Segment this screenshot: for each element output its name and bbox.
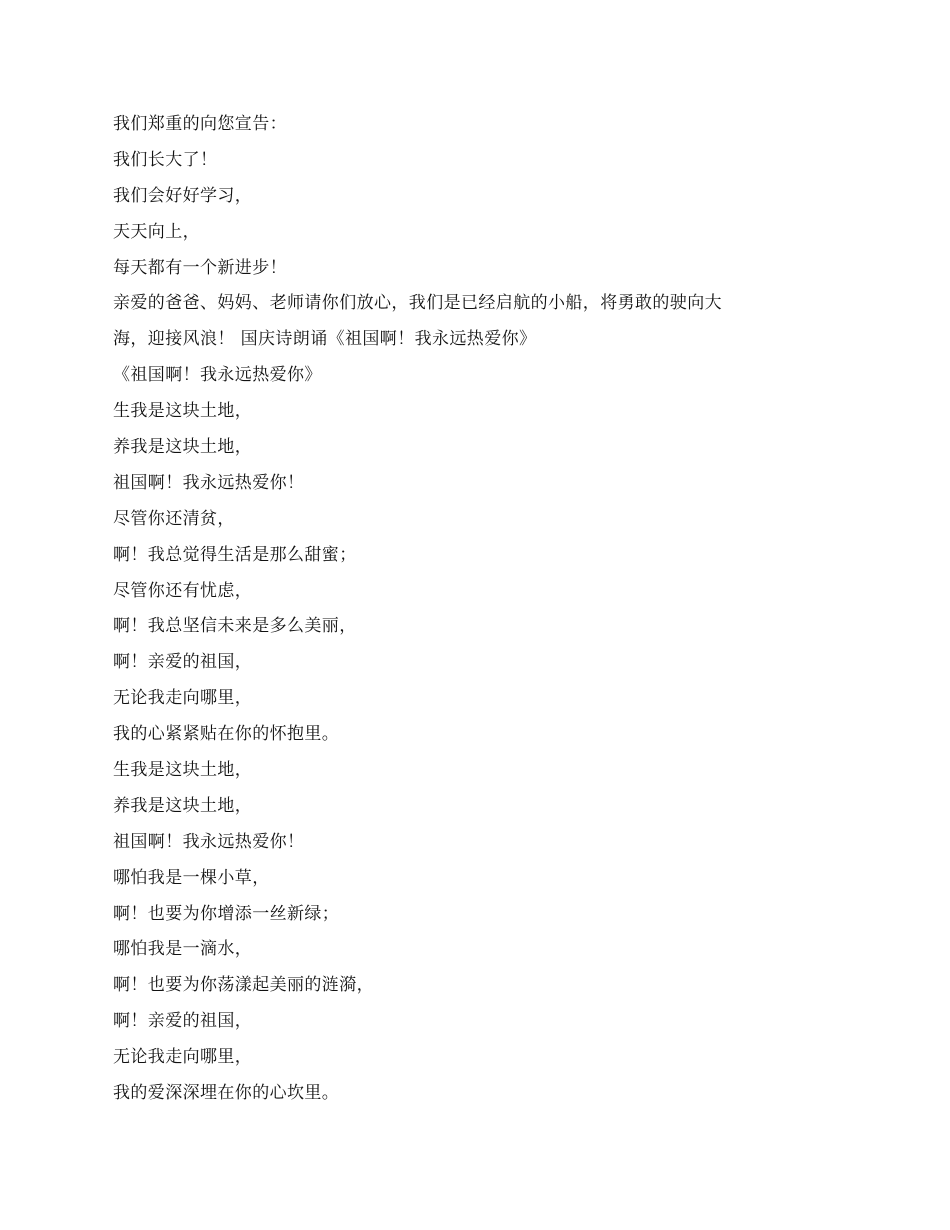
text-line: 无论我走向哪里， <box>113 1047 253 1068</box>
text-line: 我的心紧紧贴在你的怀抱里。 <box>113 724 340 745</box>
poem-text-block <box>113 107 813 1112</box>
text-line: 养我是这块土地， <box>113 795 253 816</box>
text-line: 哪怕我是一滴水， <box>113 939 253 960</box>
text-line: 尽管你还清贫， <box>113 508 235 529</box>
text-line: 我们长大了！ <box>113 149 218 170</box>
text-line: 啊！我总坚信未来是多么美丽， <box>113 616 357 637</box>
text-line: 我们郑重的向您宣告： <box>113 114 287 134</box>
text-line: 养我是这块土地， <box>113 437 253 458</box>
text-line: 我的爱深深埋在你的心坎里。 <box>113 1083 340 1104</box>
text-line: 生我是这块土地， <box>113 401 253 422</box>
poem-title: 《祖国啊！我永远热爱你》 <box>113 365 322 386</box>
text-line: 无论我走向哪里， <box>113 688 253 709</box>
text-line: 啊！也要为你荡漾起美丽的涟漪， <box>113 975 374 996</box>
text-line: 天天向上， <box>113 221 200 242</box>
text-line: 每天都有一个新进步！ <box>113 257 287 278</box>
text-line: 尽管你还有忧虑， <box>113 580 253 601</box>
text-line: 啊！也要为你增添一丝新绿； <box>113 903 340 924</box>
text-line: 啊！亲爱的祖国， <box>113 1011 253 1032</box>
text-line: 哪怕我是一棵小草， <box>113 867 270 888</box>
text-line: 生我是这块土地， <box>113 760 253 781</box>
text-line: 我们会好好学习， <box>113 185 253 206</box>
text-line: 亲爱的爸爸、妈妈、老师请你们放心，我们是已经启航的小船，将勇敢的驶向大 <box>113 293 722 314</box>
text-line: 啊！我总觉得生活是那么甜蜜； <box>113 544 357 565</box>
text-line: 啊！亲爱的祖国， <box>113 652 253 673</box>
text-line: 祖国啊！我永远热爱你！ <box>113 472 305 493</box>
text-line: 祖国啊！我永远热爱你！ <box>113 831 305 852</box>
text-line: 海，迎接风浪！ 国庆诗朗诵《祖国啊！我永远热爱你》 <box>113 329 537 350</box>
